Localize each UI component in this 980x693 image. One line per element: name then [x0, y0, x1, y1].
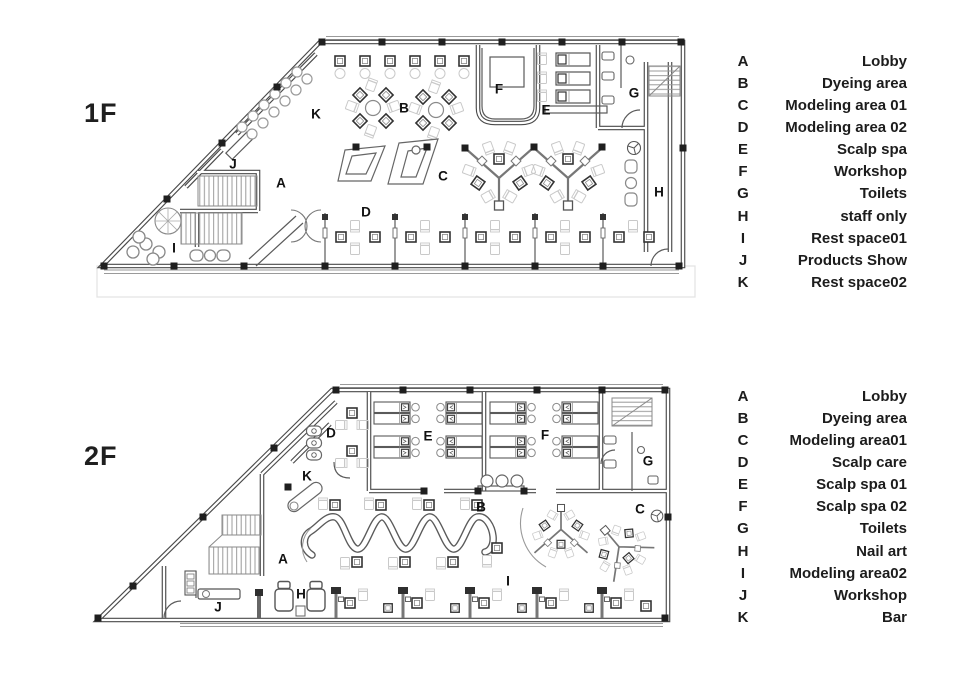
plan-area-label: J: [229, 156, 237, 172]
floor-1f-drawing: [97, 37, 695, 298]
legend-label: Modeling area02: [789, 564, 907, 582]
plan-area-label: C: [438, 168, 448, 184]
legend-key: K: [737, 608, 749, 626]
legend-label: Scalp spa 01: [816, 476, 907, 494]
legend-row: [730, 407, 907, 429]
legend-row: [730, 183, 907, 205]
plan-area-label: I: [172, 240, 176, 256]
legend-row: [730, 606, 907, 628]
plan-area-label: H: [296, 586, 306, 602]
legend-label: Products Show: [797, 251, 907, 269]
legend-row: [730, 562, 907, 584]
legend-label: Lobby: [862, 52, 907, 70]
plan-area-label: I: [506, 573, 510, 589]
legend-label: Scalp care: [831, 453, 907, 471]
legend-label: Modeling area01: [789, 431, 907, 449]
pedicure-chairs: [255, 582, 325, 619]
plan-area-label: G: [642, 453, 654, 469]
legend-key: D: [737, 118, 749, 136]
spiral-stair-icon: [155, 208, 181, 234]
legend-row: [730, 116, 907, 138]
legend-key: I: [740, 564, 746, 582]
legend-label: Rest space02: [811, 273, 907, 291]
legend-key: J: [738, 586, 748, 604]
legend-label: Nail art: [856, 542, 907, 560]
legend-key: F: [738, 498, 748, 516]
legend-key: F: [738, 163, 748, 181]
workshop-counter: [185, 571, 240, 599]
legend-2f: [730, 385, 907, 629]
floor-title-1f: 1F: [84, 98, 118, 128]
plan-area-label: B: [399, 100, 409, 116]
plan-area-label: A: [276, 175, 286, 191]
plan-area-label: F: [540, 427, 550, 443]
legend-label: staff only: [840, 207, 907, 225]
plan-area-label: J: [214, 599, 222, 615]
serpentine-counter: [302, 498, 502, 569]
legend-row: [730, 584, 907, 606]
legend-row: [730, 94, 907, 116]
fan-icon: [628, 142, 641, 155]
legend-row: [730, 139, 907, 161]
legend-row: [730, 451, 907, 473]
legend-label: Workshop: [833, 163, 907, 181]
legend-key: E: [737, 476, 748, 494]
legend-label: Toilets: [859, 520, 907, 538]
legend-label: Bar: [881, 608, 907, 626]
plan-area-label: K: [302, 468, 312, 484]
legend-key: E: [737, 141, 748, 159]
plan-area-label: D: [361, 204, 371, 220]
legend-1f: [730, 50, 907, 294]
styling-stations-2f: [331, 587, 651, 618]
rest-seats-k: [237, 67, 312, 139]
legend-key: A: [737, 387, 749, 405]
legend-row: [730, 429, 907, 451]
legend-row: [730, 540, 907, 562]
legend-row: [730, 72, 907, 94]
legend-key: B: [737, 409, 749, 427]
plan-area-label: A: [278, 551, 288, 567]
plan-area-label: B: [476, 499, 486, 515]
legend-key: I: [740, 229, 746, 247]
legend-key: B: [737, 74, 749, 92]
plan-area-label: G: [628, 85, 640, 101]
legend-row: [730, 474, 907, 496]
ground-frame: [97, 266, 695, 297]
legend-row: [730, 50, 907, 72]
legend-key: A: [737, 52, 749, 70]
styling-stations-1f: [322, 214, 654, 255]
plan-area-label: E: [541, 102, 551, 118]
legend-label: Lobby: [862, 387, 907, 405]
legend-label: Modeling area 02: [785, 118, 907, 136]
legend-row: [730, 385, 907, 407]
plan-area-label: K: [311, 106, 321, 122]
legend-label: Modeling area 01: [785, 96, 907, 114]
legend-key: H: [737, 207, 749, 225]
legend-key: H: [737, 542, 749, 560]
legend-key: G: [737, 185, 749, 203]
legend-row: [730, 205, 907, 227]
plan-area-label: H: [654, 184, 664, 200]
legend-row: [730, 227, 907, 249]
legend-key: D: [737, 453, 749, 471]
legend-row: [730, 271, 907, 293]
plan-area-label: C: [635, 501, 645, 517]
legend-row: [730, 161, 907, 183]
plan-area-label: D: [326, 425, 336, 441]
legend-row: [730, 249, 907, 271]
legend-row: [730, 518, 907, 540]
legend-key: C: [737, 96, 749, 114]
legend-label: Dyeing area: [821, 74, 907, 92]
legend-label: Rest space01: [811, 229, 907, 247]
entry-door-1f: [291, 210, 321, 242]
plan-area-label: F: [494, 81, 504, 97]
floor-2f-drawing: [95, 385, 672, 627]
legend-key: C: [737, 431, 749, 449]
floor-title-2f: 2F: [84, 441, 118, 471]
plan-area-label: E: [423, 428, 433, 444]
legend-key: G: [737, 520, 749, 538]
legend-label: Scalp spa 02: [816, 498, 907, 516]
fan-icon: [651, 510, 663, 522]
legend-row: [730, 496, 907, 518]
legend-label: Scalp spa: [836, 141, 907, 159]
legend-label: Dyeing area: [821, 409, 907, 427]
legend-key: J: [738, 251, 748, 269]
legend-label: Toilets: [859, 185, 907, 203]
legend-key: K: [737, 273, 749, 291]
legend-label: Workshop: [833, 586, 907, 604]
